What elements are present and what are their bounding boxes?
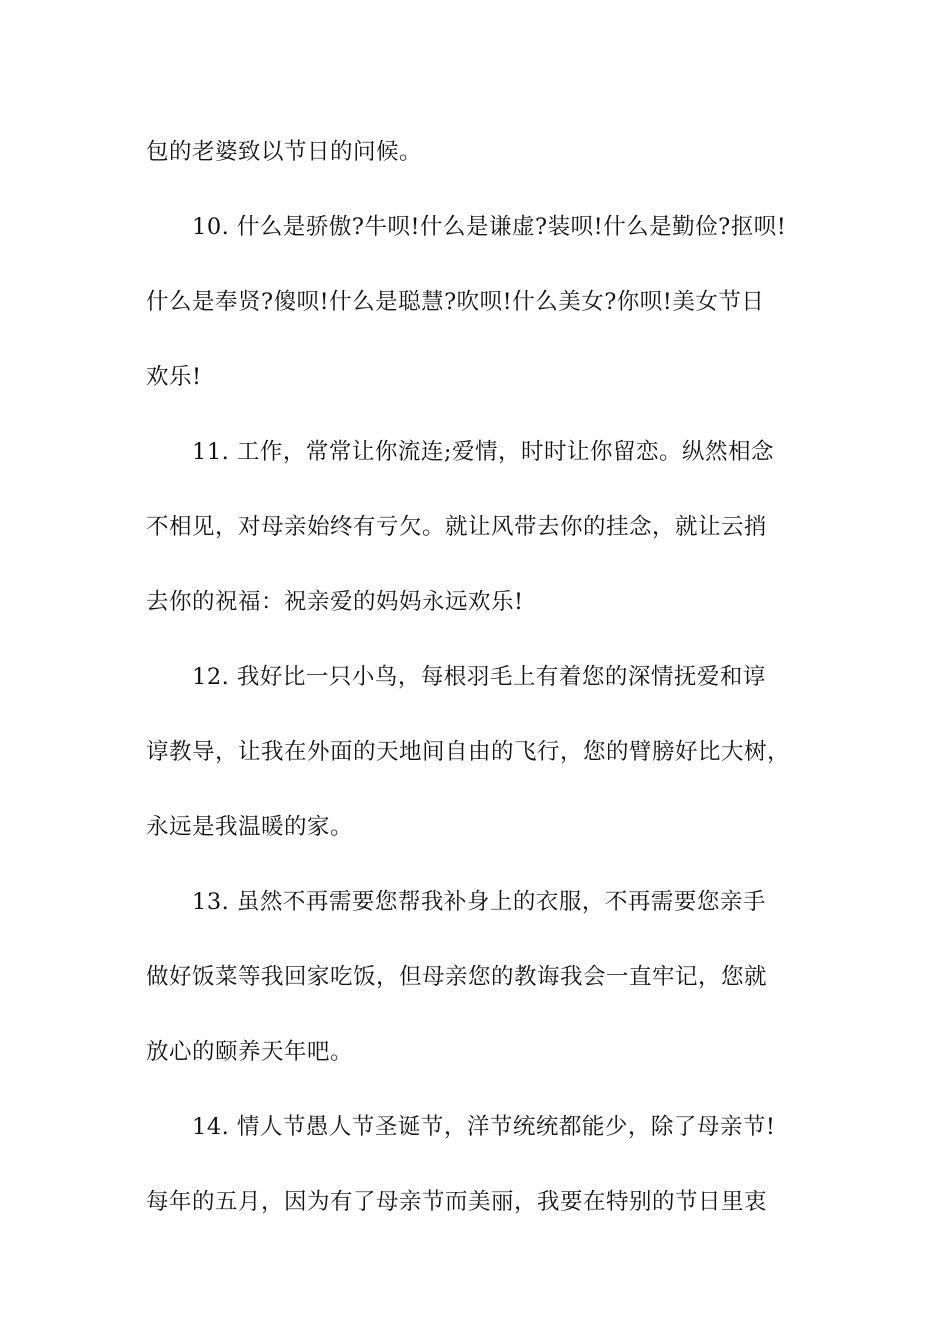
text-line: 每年的五月，因为有了母亲节而美丽，我要在特别的节日里衷	[146, 1189, 768, 1215]
text-line: 去你的祝福：祝亲爱的妈妈永远欢乐!	[146, 589, 524, 615]
list-item-13-line: 13. 虽然不再需要您帮我补身上的衣服，不再需要您亲手	[192, 889, 766, 915]
text-line: 欢乐!	[146, 364, 202, 390]
list-item-11-line: 11. 工作，常常让你流连;爱情，时时让你留恋。纵然相念	[192, 439, 775, 465]
text-line: 放心的颐养天年吧。	[146, 1039, 354, 1065]
list-item-10-line: 10. 什么是骄傲?牛呗!什么是谦虚?装呗!什么是勤俭?抠呗!	[192, 214, 787, 240]
list-item-14-line: 14. 情人节愚人节圣诞节，洋节统统都能少，除了母亲节!	[192, 1114, 776, 1140]
list-item-12-line: 12. 我好比一只小鸟，每根羽毛上有着您的深情抚爱和谆	[192, 664, 766, 690]
text-line: 做好饭菜等我回家吃饭，但母亲您的教诲我会一直牢记，您就	[146, 964, 768, 990]
text-line: 谆教导，让我在外面的天地间自由的飞行，您的臂膀好比大树，	[146, 739, 791, 765]
text-line: 什么是奉贤?傻呗!什么是聪慧?吹呗!什么美女?你呗!美女节日	[146, 289, 765, 315]
text-line: 不相见，对母亲始终有亏欠。就让风带去你的挂念，就让云捎	[146, 514, 768, 540]
text-line: 包的老婆致以节日的问候。	[146, 139, 423, 165]
text-line: 永远是我温暖的家。	[146, 814, 354, 840]
